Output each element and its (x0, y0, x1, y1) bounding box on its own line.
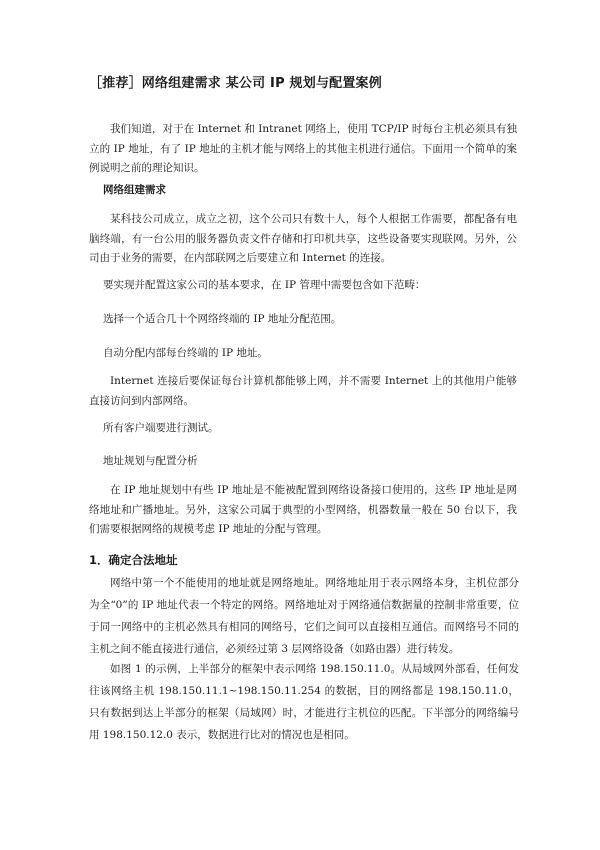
figure-example-paragraph: 如图 1 的示例，上半部分的框架中表示网络 198.150.11.0。从局域网外部看，任何发往该网络主机 198.150.11.1~198.150.11.254 的数据，目的网络都是 198.150.11.0，只有数据到达上半部分的框架（局域网）时，才能进行主机位的匹配。下半部分的网络编号用 198.150.12.0 表示，数据进行比对的情况也是相同。 (89, 663, 519, 741)
heading-network-requirements: 网络组建需求 (103, 184, 166, 196)
heading-address-planning: 地址规划与配置分析 (103, 455, 198, 467)
scope-intro: 要实现并配置这家公司的基本要求，在 IP 管理中需要包含如下范畴： (103, 279, 426, 291)
scope-item-4: 所有客户端要进行测试。 (103, 422, 219, 434)
scope-item-2: 自动分配内部每台终端的 IP 地址。 (103, 347, 268, 359)
scope-item-3: Internet 连接后要保证每台计算机都能够上网，并不需要 Internet 上的其他用户能够直接访问到内部网络。 (89, 375, 517, 407)
network-address-paragraph: 网络中第一个不能使用的地址就是网络地址。网络地址用于表示网络本身，主机位部分为全“0”的 IP 地址代表一个特定的网络。网络地址对于网络通信数据量的控制非常重要，位于同一网络中的主机必然具有相同的网络号，它们之间可以直接相互通信。而网络号不同的主机之间不能直接进行通信，必须经过第 3 层网络设备（如路由器）进行转发。 (89, 577, 519, 655)
requirements-paragraph: 某科技公司成立，成立之初，这个公司只有数十人，每个人根据工作需要，都配备有电脑终端，有一台公用的服务器负责文件存储和打印机共享，这些设备要实现联网。另外，公司由于业务的需要，在内部联网之后要建立和 Internet 的连接。 (89, 213, 517, 264)
section-title-legal-address: 1．确定合法地址 (89, 553, 178, 567)
scope-item-1: 选择一个适合几十个网络终端的 IP 地址分配范围。 (103, 313, 342, 325)
intro-paragraph: 我们知道，对于在 Internet 和 Intranet 网络上，使用 TCP/IP 时每台主机必须具有独立的 IP 地址，有了 IP 地址的主机才能与网络上的其他主机进行通信。下面用一个简单的案例说明之前的理论知识。 (89, 123, 517, 174)
page-title: ［推荐］网络组建需求 某公司 IP 规划与配置案例 (89, 76, 382, 91)
planning-paragraph: 在 IP 地址规划中有些 IP 地址是不能被配置到网络设备接口使用的，这些 IP 地址是网络地址和广播地址。另外，这家公司属于典型的小型网络，机器数量一般在 50 台以下，我们需要根据网络的规模考虑 IP 地址的分配与管理。 (89, 484, 517, 535)
